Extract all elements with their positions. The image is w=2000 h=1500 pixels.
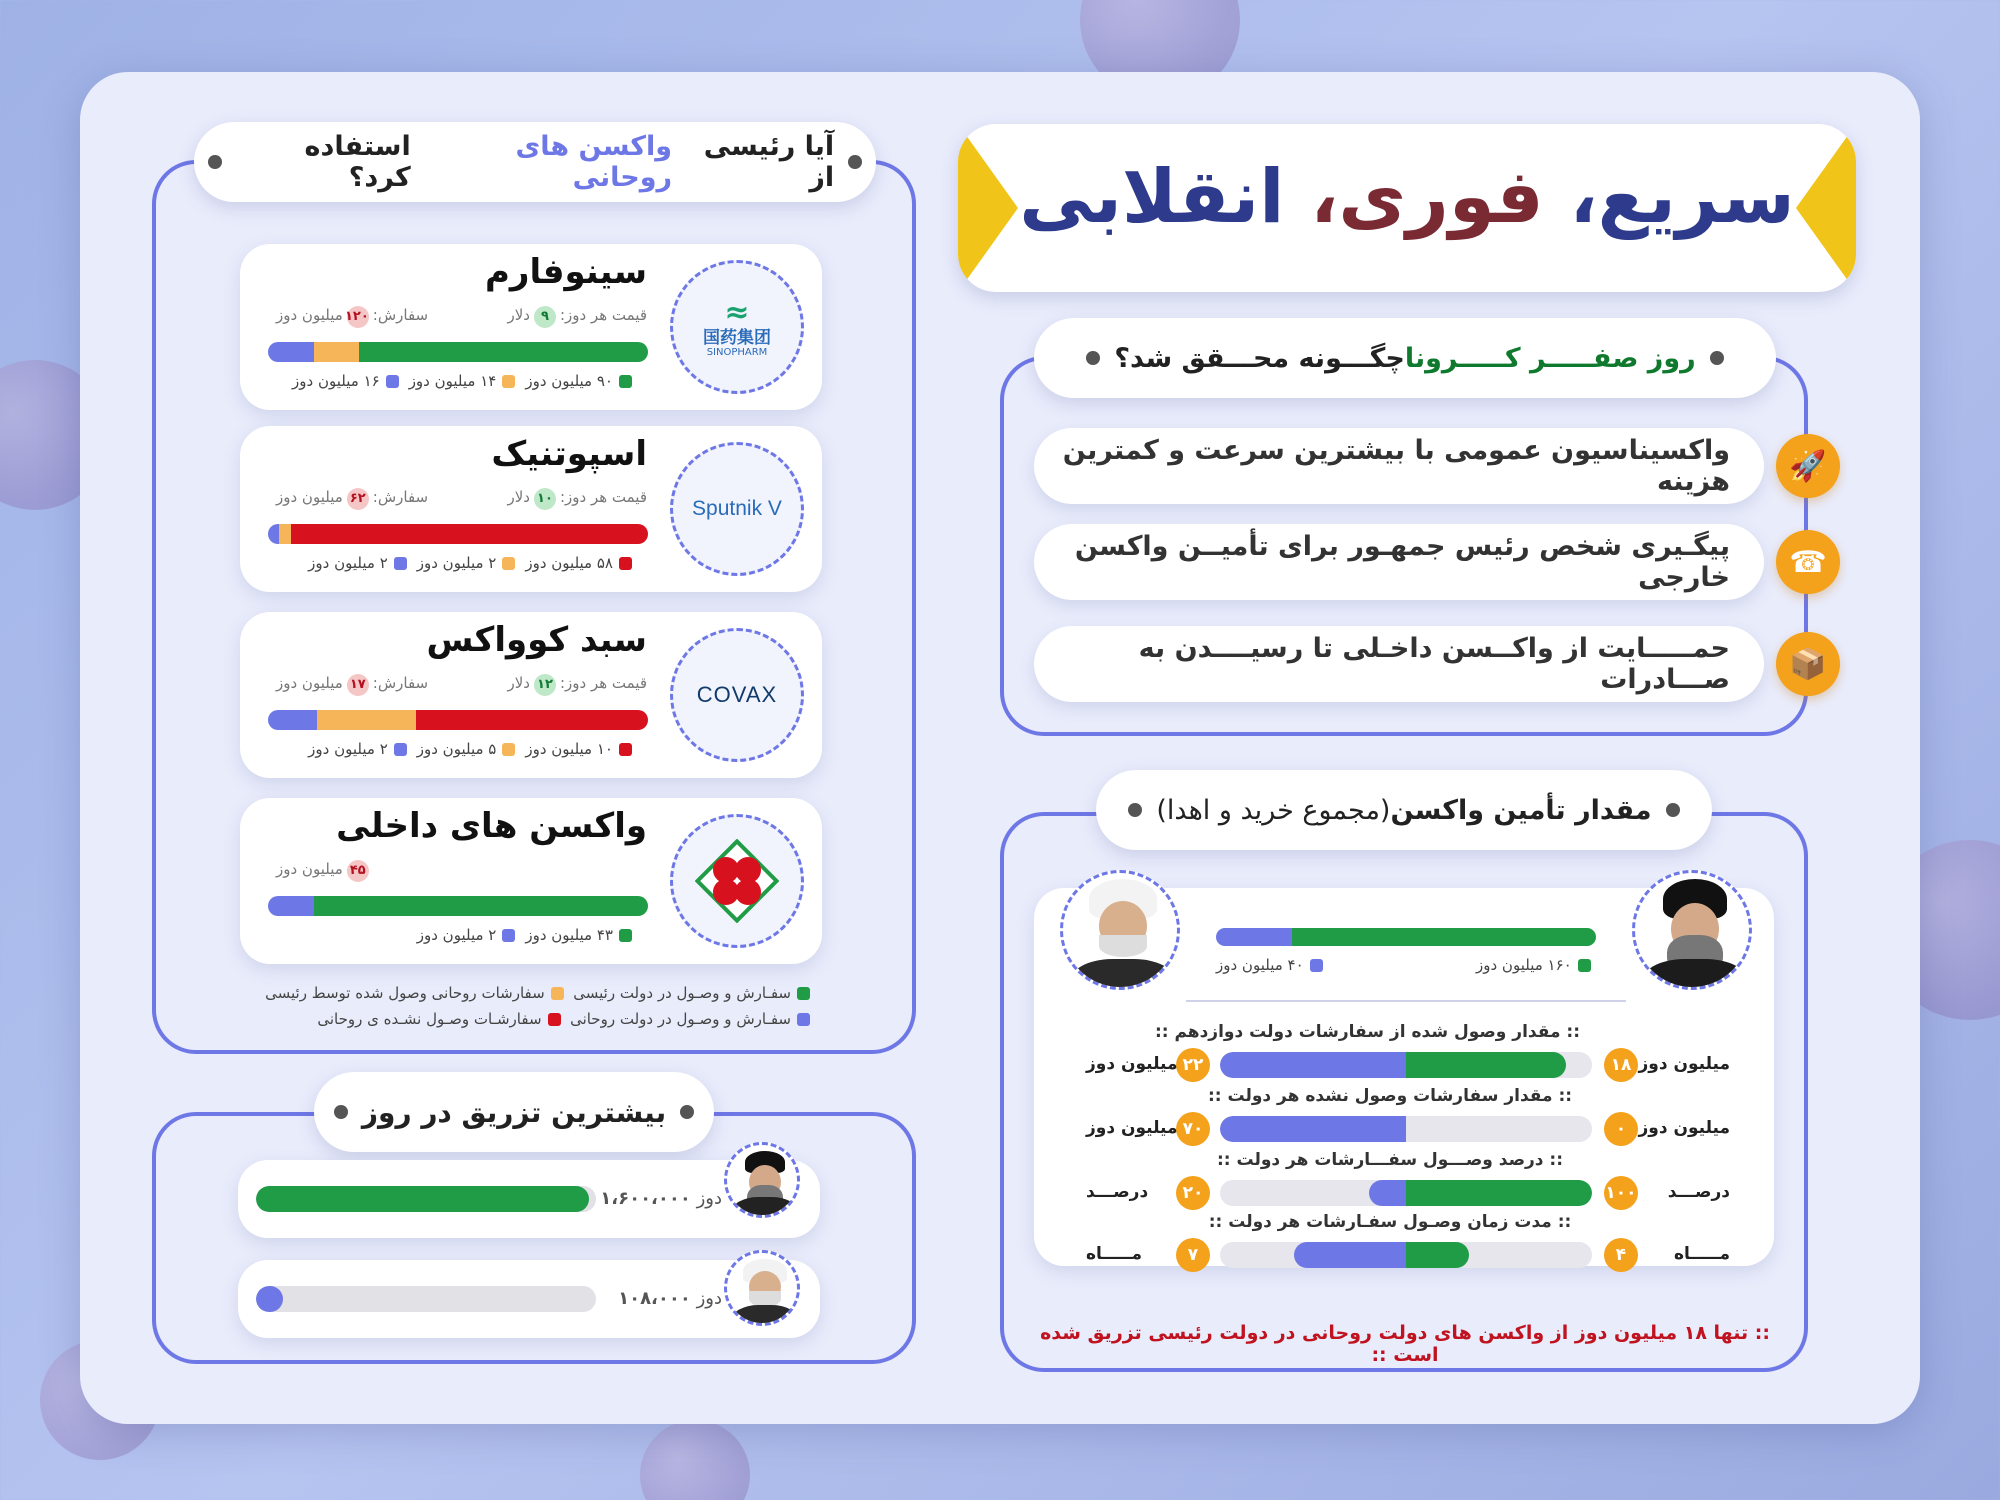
legend-entry: ۴۳ میلیون دوز — [525, 926, 632, 944]
legend-blue — [797, 1013, 810, 1026]
daily-raisi-track — [256, 1186, 596, 1212]
blue-segment — [268, 710, 317, 730]
supply-raisi-total: ۱۶۰ میلیون دوز — [1476, 956, 1591, 974]
blue-segment — [268, 524, 279, 544]
order-info: سفارش:۱۷میلیون دوز — [276, 674, 428, 696]
vaccine-name: سینوفارم — [484, 252, 647, 292]
sputnik-logo: Sputnik V — [692, 497, 782, 520]
legend-entry: ۲ میلیون دوز — [417, 554, 516, 572]
bullet-dot — [1086, 351, 1100, 365]
orange-segment — [317, 710, 416, 730]
title-word-fast: سریع، — [1543, 154, 1795, 240]
rouhani-segment — [1220, 1116, 1406, 1142]
vaccine-legend — [407, 926, 632, 944]
supply-divider — [1186, 1000, 1626, 1002]
main-segment — [314, 896, 648, 916]
legend-row2b: سفـارش و وصـول در دولت روحانی — [570, 1010, 791, 1028]
achievement-item — [1034, 524, 1764, 600]
raisi-unit: میلیون دوز — [1638, 1118, 1730, 1138]
legend-entry: ۱۴ میلیون دوز — [409, 372, 516, 390]
order-info: ۴۵میلیون دوز — [276, 860, 373, 882]
achievement-text: واکسیناسیون عمومی با بیشترین سرعت و کمترین هزینه — [1062, 435, 1730, 497]
bullet-dot — [680, 1105, 694, 1119]
vaccine-logo — [670, 814, 804, 948]
vaccine-card — [240, 426, 822, 592]
legend-green — [797, 987, 810, 1000]
bullet-dot — [1710, 351, 1724, 365]
price-info: قیمت هر دوز:۹دلار — [507, 306, 647, 328]
rouhani-avatar-small — [724, 1250, 800, 1326]
covax-logo: COVAX — [696, 682, 778, 707]
comparison-title: :: درصد وصـــول سفـــارشات هر دولت :: — [1216, 1150, 1564, 1170]
legend-entry: ۲ میلیون دوز — [308, 740, 407, 758]
vaccine-logo — [670, 628, 804, 762]
order-info: سفارش:۱۲۰میلیون دوز — [276, 306, 428, 328]
left-header-part2: واکسن های روحانی — [515, 131, 673, 193]
blue-segment — [268, 342, 314, 362]
price-info: قیمت هر دوز:۱۰دلار — [507, 488, 647, 510]
vaccine-logo — [670, 442, 804, 576]
rouhani-segment — [1369, 1180, 1406, 1206]
left-header-part1: آیا رئیسی از — [703, 131, 835, 193]
rouhani-value-badge: ۲۲ — [1176, 1048, 1210, 1082]
vaccine-info — [276, 674, 647, 696]
supply-total-bar — [1216, 928, 1596, 946]
legend-key — [265, 980, 810, 1032]
rouhani-value-badge: ۷۰ — [1176, 1112, 1210, 1146]
raisi-unit: مـــــاه — [1674, 1244, 1730, 1264]
order-info: سفارش:۶۲میلیون دوز — [276, 488, 428, 510]
legend-entry: ۵۸ میلیون دوز — [525, 554, 632, 572]
vaccine-bar — [268, 342, 648, 362]
comparison-title: :: مدت زمان وصـول سفـارشات هر دولت :: — [1208, 1212, 1572, 1232]
rouhani-value-badge: ۲۰ — [1176, 1176, 1210, 1210]
achievement-text: پیگـیری شخص رئیس جمهـور برای تأمیــن واکسن خارجی — [1074, 531, 1730, 593]
vaccine-legend — [298, 554, 632, 572]
vaccine-name: سبد کوواکس — [426, 620, 647, 660]
vaccine-info — [276, 488, 647, 510]
supply-title-bold: مقدار تأمین واکسن — [1390, 794, 1652, 826]
legend-entry: ۱۶ میلیون دوز — [292, 372, 399, 390]
rouhani-avatar — [1060, 870, 1180, 990]
main-segment — [291, 524, 648, 544]
legend-red — [548, 1013, 561, 1026]
bullet-dot — [1666, 803, 1680, 817]
achievement-item — [1034, 428, 1764, 504]
vaccine-info — [276, 306, 647, 328]
legend-entry: ۱۰ میلیون دوز — [525, 740, 632, 758]
daily-raisi-value: دوز ۱،۶۰۰،۰۰۰ — [600, 1188, 722, 1209]
vaccine-name: واکسن های داخلی — [336, 806, 647, 846]
raisi-unit: میلیون دوز — [1638, 1054, 1730, 1074]
comparison-track — [1220, 1052, 1592, 1078]
achievement-item — [1034, 626, 1764, 702]
title-banner — [958, 124, 1856, 292]
vaccine-card — [240, 612, 822, 778]
raisi-unit: درصـــد — [1667, 1182, 1730, 1202]
phone-icon: ☎ — [1776, 530, 1840, 594]
bullet-dot — [1128, 803, 1142, 817]
daily-header — [314, 1072, 714, 1152]
supply-rouhani-total: ۴۰ میلیون دوز — [1216, 956, 1323, 974]
daily-rouhani-track — [256, 1286, 596, 1312]
supply-header — [1096, 770, 1712, 850]
comparison-title: :: مقدار سفارشات وصول نشده هر دولت :: — [1207, 1086, 1573, 1106]
vaccine-card — [240, 798, 822, 964]
rocket-icon: 🚀 — [1776, 434, 1840, 498]
legend-entry: ۲ میلیون دوز — [308, 554, 407, 572]
bullet-dot — [208, 155, 222, 169]
raisi-segment — [1406, 1180, 1592, 1206]
zero-day-part2: چگـــونه محـــقق شد؟ — [1114, 342, 1405, 374]
daily-rouhani-value: دوز ۱۰۸،۰۰۰ — [618, 1288, 722, 1309]
raisi-value-badge: ۰ — [1604, 1112, 1638, 1146]
vaccine-bar — [268, 524, 648, 544]
raisi-value-badge: ۱۰۰ — [1604, 1176, 1638, 1210]
raisi-value-badge: ۱۸ — [1604, 1048, 1638, 1082]
comparison-title: :: مقدار وصول شده از سفارشات دولت دوازدهم :: — [1154, 1022, 1580, 1042]
raisi-avatar-small — [724, 1142, 800, 1218]
supply-title-light: (مجموع خرید و اهدا) — [1156, 794, 1391, 826]
title-word-immediate: فوری، — [1284, 154, 1544, 240]
main-segment — [416, 710, 648, 730]
vaccine-name: اسپوتنیک — [491, 434, 647, 474]
legend-entry: ۹۰ میلیون دوز — [525, 372, 632, 390]
main-title — [958, 154, 1856, 240]
virus-decoration — [640, 1420, 750, 1500]
rouhani-unit: درصـــد — [1086, 1182, 1149, 1202]
bullet-dot — [334, 1105, 348, 1119]
vaccine-legend — [298, 740, 632, 758]
vaccine-info — [276, 860, 647, 882]
bullet-dot — [848, 155, 862, 169]
supply-footnote: :: تنها ۱۸ میلیون دوز از واکسن های دولت روحانی در دولت رئیسی تزریق شده است :: — [1040, 1322, 1770, 1366]
vaccine-bar — [268, 710, 648, 730]
legend-row1b: سفـارش و وصـول در دولت رئیسی — [573, 984, 791, 1002]
zero-day-part1: روز صفـــــر کـــــرونا — [1404, 342, 1696, 374]
legend-entry: ۵ میلیون دوز — [417, 740, 516, 758]
orange-segment — [314, 342, 360, 362]
rouhani-segment — [1294, 1242, 1406, 1268]
rouhani-segment — [1220, 1052, 1406, 1078]
rouhani-unit: میلیون دوز — [1086, 1054, 1178, 1074]
raisi-segment — [1406, 1242, 1469, 1268]
comparison-track — [1220, 1180, 1592, 1206]
vaccine-card — [240, 244, 822, 410]
raisi-value-badge: ۴ — [1604, 1238, 1638, 1272]
legend-orange — [551, 987, 564, 1000]
domestic-vaccine-logo — [695, 839, 779, 923]
comparison-track — [1220, 1116, 1592, 1142]
main-segment — [359, 342, 648, 362]
rouhani-value-badge: ۷ — [1176, 1238, 1210, 1272]
vaccine-legend — [282, 372, 632, 390]
vaccine-logo — [670, 260, 804, 394]
blue-segment — [268, 896, 314, 916]
daily-rouhani-fill — [256, 1286, 283, 1312]
achievement-text: حمـــــایت از واکــسن داخـلی تا رسیــــدن به صـــادرات — [1138, 633, 1730, 695]
price-info: قیمت هر دوز:۱۲دلار — [507, 674, 647, 696]
title-word-revolutionary: انقلابی — [1019, 154, 1285, 240]
daily-title: بیشترین تزریق در روز — [361, 1095, 667, 1129]
daily-raisi-fill — [256, 1186, 589, 1212]
sinopharm-logo: ≈ 国药集团 SINOPHARM — [703, 294, 771, 359]
box-icon: 📦 — [1776, 632, 1840, 696]
left-header-part3: استفاده کرد؟ — [304, 131, 411, 193]
zero-day-header — [1034, 318, 1776, 398]
supply-raisi-segment — [1292, 928, 1596, 946]
raisi-segment — [1406, 1052, 1566, 1078]
legend-row2a: سفارشـات وصـول نشـده ی روحانی — [317, 1010, 542, 1028]
comparison-track — [1220, 1242, 1592, 1268]
legend-row1a: سفارشات روحانی وصول شده توسط رئیسی — [265, 984, 545, 1002]
raisi-avatar — [1632, 870, 1752, 990]
supply-rouhani-segment — [1216, 928, 1292, 946]
vaccine-bar — [268, 896, 648, 916]
rouhani-unit: میلیون دوز — [1086, 1118, 1178, 1138]
orange-segment — [279, 524, 290, 544]
left-header — [194, 122, 876, 202]
legend-entry: ۲ میلیون دوز — [417, 926, 516, 944]
rouhani-unit: مـــــاه — [1086, 1244, 1142, 1264]
